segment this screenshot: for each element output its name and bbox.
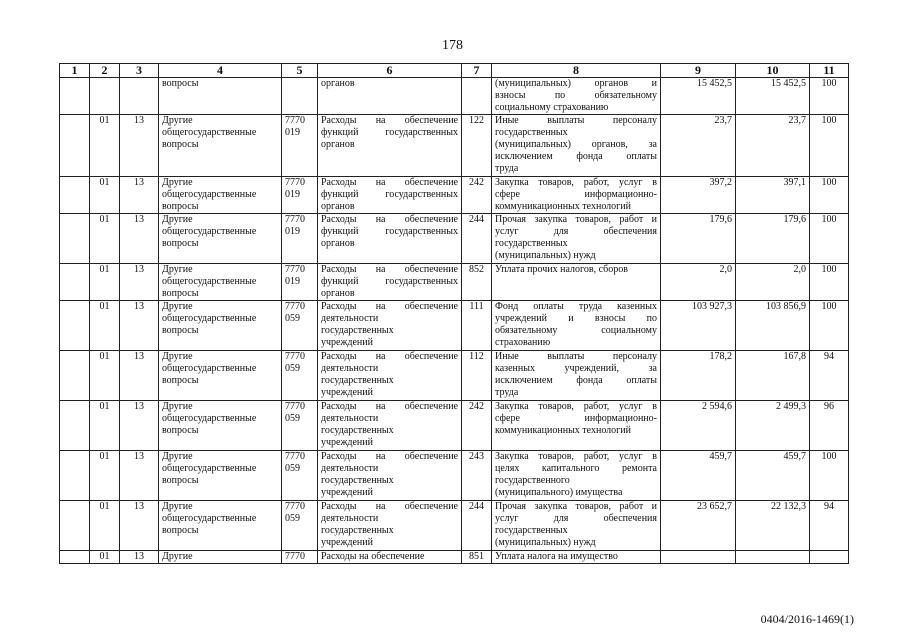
cell-c9: 103 927,3 — [661, 301, 736, 351]
cell-line: учреждений — [321, 487, 373, 498]
header-cell-9: 9 — [661, 64, 736, 78]
cell-c2: 01 — [90, 351, 120, 401]
cell-line: вопросы — [162, 425, 199, 436]
cell-c5 — [282, 214, 318, 264]
cell-line: функций государственных — [321, 127, 458, 138]
cell-line: Расходы на обеспечение — [321, 351, 458, 362]
cell-line: государственного — [495, 475, 570, 486]
cell-line: Прочая закупка товаров, работ и — [495, 214, 657, 225]
cell-c6 — [318, 551, 462, 564]
cell-line: Расходы на обеспечение — [321, 301, 458, 312]
table-row — [60, 451, 849, 501]
cell-line: Закупка товаров, работ, услуг в — [495, 401, 657, 412]
cell-line: деятельности — [321, 463, 379, 474]
cell-c7: 111 — [462, 301, 492, 351]
cell-line: Уплата прочих налогов, сборов — [495, 264, 628, 275]
table-row — [60, 264, 849, 301]
table-row — [60, 551, 849, 564]
cell-line: (муниципального) имущества — [495, 487, 623, 498]
cell-c2: 01 — [90, 501, 120, 551]
table-row — [60, 351, 849, 401]
cell-c4 — [159, 264, 282, 301]
table-row — [60, 214, 849, 264]
cell-c11: 100 — [810, 301, 849, 351]
cell-c11: 100 — [810, 214, 849, 264]
cell-c11: 100 — [810, 451, 849, 501]
cell-line: Другие — [162, 401, 193, 412]
cell-c11: 100 — [810, 177, 849, 214]
cell-c10: 2 499,3 — [736, 401, 810, 451]
cell-c1 — [60, 115, 90, 177]
cell-c9: 15 452,5 — [661, 78, 736, 115]
cell-c3: 13 — [120, 401, 159, 451]
cell-c5 — [282, 551, 318, 564]
cell-c4 — [159, 115, 282, 177]
cell-line: общегосударственные — [162, 313, 257, 324]
cell-line: Расходы на обеспечение — [321, 214, 458, 225]
cell-line: 059 — [285, 413, 300, 424]
cell-c9: 2 594,6 — [661, 401, 736, 451]
cell-line: Расходы на обеспечение — [321, 177, 458, 188]
cell-c4 — [159, 177, 282, 214]
cell-c1 — [60, 214, 90, 264]
cell-line: общегосударственные — [162, 189, 257, 200]
cell-line: вопросы — [162, 78, 199, 89]
cell-c1 — [60, 451, 90, 501]
cell-c8 — [492, 78, 661, 115]
cell-line: общегосударственные — [162, 127, 257, 138]
cell-line: 019 — [285, 276, 300, 287]
cell-c1 — [60, 501, 90, 551]
cell-c9: 397,2 — [661, 177, 736, 214]
cell-line: учреждений — [321, 387, 373, 398]
cell-c1 — [60, 301, 90, 351]
table-row — [60, 78, 849, 115]
cell-c1 — [60, 351, 90, 401]
cell-c8 — [492, 551, 661, 564]
cell-line: государственных — [495, 238, 568, 249]
cell-c9: 459,7 — [661, 451, 736, 501]
cell-c2: 01 — [90, 214, 120, 264]
table-row — [60, 115, 849, 177]
cell-c5 — [282, 115, 318, 177]
cell-line: Другие — [162, 115, 193, 126]
cell-c8 — [492, 451, 661, 501]
cell-line: 7770 — [285, 214, 305, 225]
cell-c10: 103 856,9 — [736, 301, 810, 351]
cell-c1 — [60, 78, 90, 115]
cell-c4 — [159, 78, 282, 115]
cell-c3: 13 — [120, 264, 159, 301]
cell-line: 7770 — [285, 264, 305, 275]
cell-line: органов — [321, 201, 355, 212]
cell-line: органов — [321, 78, 355, 89]
cell-c7: 243 — [462, 451, 492, 501]
cell-c4 — [159, 501, 282, 551]
cell-line: общегосударственные — [162, 463, 257, 474]
cell-c5 — [282, 177, 318, 214]
cell-line: Другие — [162, 301, 193, 312]
cell-c11: 94 — [810, 351, 849, 401]
cell-line: государственных — [321, 325, 394, 336]
cell-line: Расходы на обеспечение — [321, 451, 458, 462]
cell-line: вопросы — [162, 375, 199, 386]
cell-line: государственных — [495, 127, 568, 138]
header-cell-3: 3 — [120, 64, 159, 78]
cell-c11: 100 — [810, 78, 849, 115]
cell-c2: 01 — [90, 401, 120, 451]
cell-c3: 13 — [120, 451, 159, 501]
cell-line: вопросы — [162, 475, 199, 486]
cell-c7: 242 — [462, 177, 492, 214]
cell-line: сфере информационно- — [495, 413, 657, 424]
cell-c9: 179,6 — [661, 214, 736, 264]
cell-line: Расходы на обеспечение — [321, 551, 425, 562]
cell-c4 — [159, 214, 282, 264]
cell-line: Расходы на обеспечение — [321, 501, 458, 512]
cell-line: Другие — [162, 214, 193, 225]
table-row — [60, 301, 849, 351]
cell-line: 019 — [285, 127, 300, 138]
cell-line: (муниципальных) органов и — [495, 78, 657, 89]
cell-c3: 13 — [120, 214, 159, 264]
cell-line: общегосударственные — [162, 363, 257, 374]
cell-line: деятельности — [321, 513, 379, 524]
cell-line: общегосударственные — [162, 226, 257, 237]
cell-line: труда — [495, 387, 519, 398]
cell-c9: 2,0 — [661, 264, 736, 301]
cell-c6 — [318, 501, 462, 551]
cell-c2: 01 — [90, 177, 120, 214]
cell-c3: 13 — [120, 177, 159, 214]
cell-line: 059 — [285, 463, 300, 474]
cell-line: (муниципальных) нужд — [495, 537, 596, 548]
cell-line: Закупка товаров, работ, услуг в — [495, 451, 657, 462]
cell-c6 — [318, 451, 462, 501]
cell-line: учреждений — [321, 337, 373, 348]
cell-c6 — [318, 78, 462, 115]
cell-c5 — [282, 301, 318, 351]
cell-line: целях капитального ремонта — [495, 463, 657, 474]
cell-c1 — [60, 551, 90, 564]
cell-c4 — [159, 301, 282, 351]
cell-line: 7770 — [285, 551, 305, 562]
cell-c5 — [282, 401, 318, 451]
header-cell-8: 8 — [492, 64, 661, 78]
cell-line: Прочая закупка товаров, работ и — [495, 501, 657, 512]
cell-c6 — [318, 115, 462, 177]
cell-c3: 13 — [120, 551, 159, 564]
cell-line: Другие — [162, 501, 193, 512]
header-cell-5: 5 — [282, 64, 318, 78]
cell-c10: 397,1 — [736, 177, 810, 214]
cell-line: учреждений — [321, 537, 373, 548]
cell-c11: 94 — [810, 501, 849, 551]
cell-line: Иные выплаты персоналу — [495, 351, 657, 362]
cell-line: (муниципальных) органов, за — [495, 139, 657, 150]
cell-line: 7770 — [285, 115, 305, 126]
cell-c8 — [492, 301, 661, 351]
cell-line: 059 — [285, 513, 300, 524]
cell-line: государственных — [321, 475, 394, 486]
cell-line: 059 — [285, 313, 300, 324]
cell-line: государственных — [495, 525, 568, 536]
cell-line: государственных — [321, 525, 394, 536]
cell-line: исключением фонда оплаты — [495, 375, 657, 386]
cell-line: вопросы — [162, 139, 199, 150]
cell-c1 — [60, 401, 90, 451]
cell-c6 — [318, 177, 462, 214]
cell-c10: 179,6 — [736, 214, 810, 264]
cell-line: органов — [321, 288, 355, 299]
table-row — [60, 177, 849, 214]
table-header — [60, 64, 849, 78]
cell-line: деятельности — [321, 413, 379, 424]
table-row — [60, 501, 849, 551]
cell-line: страхованию — [495, 337, 551, 348]
cell-c1 — [60, 177, 90, 214]
cell-line: деятельности — [321, 363, 379, 374]
cell-c7 — [462, 78, 492, 115]
cell-c4 — [159, 451, 282, 501]
cell-c10: 22 132,3 — [736, 501, 810, 551]
cell-line: учреждений — [321, 437, 373, 448]
cell-c5 — [282, 501, 318, 551]
cell-c6 — [318, 401, 462, 451]
cell-c6 — [318, 351, 462, 401]
cell-line: Расходы на обеспечение — [321, 264, 458, 275]
header-cell-10: 10 — [736, 64, 810, 78]
cell-c6 — [318, 301, 462, 351]
cell-c2: 01 — [90, 551, 120, 564]
cell-c3: 13 — [120, 501, 159, 551]
cell-line: государственных — [321, 425, 394, 436]
header-cell-11: 11 — [810, 64, 849, 78]
cell-line: вопросы — [162, 201, 199, 212]
cell-c11: 100 — [810, 115, 849, 177]
header-cell-1: 1 — [60, 64, 90, 78]
header-row — [60, 64, 849, 78]
header-cell-7: 7 — [462, 64, 492, 78]
cell-line: услуг для обеспечения — [495, 513, 657, 524]
cell-c9: 23,7 — [661, 115, 736, 177]
table-row — [60, 401, 849, 451]
cell-line: 7770 — [285, 501, 305, 512]
cell-line: 059 — [285, 363, 300, 374]
cell-c4 — [159, 401, 282, 451]
cell-c9: 178,2 — [661, 351, 736, 401]
cell-line: вопросы — [162, 288, 199, 299]
cell-c8 — [492, 214, 661, 264]
cell-line: обязательному социальному — [495, 325, 657, 336]
cell-c7: 112 — [462, 351, 492, 401]
cell-c10: 167,8 — [736, 351, 810, 401]
cell-line: органов — [321, 139, 355, 150]
cell-c8 — [492, 264, 661, 301]
cell-line: функций государственных — [321, 226, 458, 237]
cell-c2: 01 — [90, 451, 120, 501]
cell-line: общегосударственные — [162, 513, 257, 524]
cell-line: Другие — [162, 177, 193, 188]
cell-line: 019 — [285, 189, 300, 200]
cell-c10 — [736, 551, 810, 564]
cell-c4 — [159, 551, 282, 564]
cell-c4 — [159, 351, 282, 401]
cell-line: 7770 — [285, 351, 305, 362]
cell-c3: 13 — [120, 115, 159, 177]
cell-c10: 15 452,5 — [736, 78, 810, 115]
cell-line: Расходы на обеспечение — [321, 401, 458, 412]
cell-c6 — [318, 214, 462, 264]
cell-line: взносы по обязательному — [495, 90, 657, 101]
cell-line: учреждений и взносы по — [495, 313, 657, 324]
cell-c5 — [282, 351, 318, 401]
header-cell-4: 4 — [159, 64, 282, 78]
cell-line: услуг для обеспечения — [495, 226, 657, 237]
cell-line: функций государственных — [321, 276, 458, 287]
cell-line: Другие — [162, 351, 193, 362]
cell-line: коммуникационных технологий — [495, 201, 631, 212]
cell-line: Фонд оплаты труда казенных — [495, 301, 657, 312]
document-code: 0404/2016-1469(1) — [760, 612, 854, 626]
cell-line: Расходы на обеспечение — [321, 115, 458, 126]
cell-line: исключением фонда оплаты — [495, 151, 657, 162]
cell-c5 — [282, 451, 318, 501]
cell-c7: 242 — [462, 401, 492, 451]
cell-line: общегосударственные — [162, 276, 257, 287]
cell-line: государственных — [321, 375, 394, 386]
cell-line: 7770 — [285, 177, 305, 188]
cell-c8 — [492, 177, 661, 214]
cell-line: Закупка товаров, работ, услуг в — [495, 177, 657, 188]
cell-c7: 852 — [462, 264, 492, 301]
cell-line: функций государственных — [321, 189, 458, 200]
cell-c7: 244 — [462, 501, 492, 551]
cell-c3 — [120, 78, 159, 115]
cell-c8 — [492, 115, 661, 177]
cell-line: 7770 — [285, 401, 305, 412]
cell-line: общегосударственные — [162, 413, 257, 424]
cell-c3: 13 — [120, 301, 159, 351]
cell-line: 019 — [285, 226, 300, 237]
cell-line: 7770 — [285, 301, 305, 312]
cell-c3: 13 — [120, 351, 159, 401]
cell-c7: 122 — [462, 115, 492, 177]
header-cell-6: 6 — [318, 64, 462, 78]
cell-c2 — [90, 78, 120, 115]
cell-line: вопросы — [162, 238, 199, 249]
cell-c9: 23 652,7 — [661, 501, 736, 551]
cell-c10: 2,0 — [736, 264, 810, 301]
cell-c5 — [282, 264, 318, 301]
cell-line: Другие — [162, 264, 193, 275]
cell-c10: 459,7 — [736, 451, 810, 501]
cell-c2: 01 — [90, 115, 120, 177]
header-cell-2: 2 — [90, 64, 120, 78]
cell-c1 — [60, 264, 90, 301]
cell-line: вопросы — [162, 325, 199, 336]
cell-line: Другие — [162, 551, 193, 562]
cell-c8 — [492, 401, 661, 451]
cell-line: органов — [321, 238, 355, 249]
cell-c8 — [492, 351, 661, 401]
cell-c8 — [492, 501, 661, 551]
cell-c10: 23,7 — [736, 115, 810, 177]
cell-c6 — [318, 264, 462, 301]
cell-line: социальному страхованию — [495, 102, 609, 113]
cell-line: Иные выплаты персоналу — [495, 115, 657, 126]
table-body — [60, 78, 849, 564]
cell-c2: 01 — [90, 264, 120, 301]
cell-c9 — [661, 551, 736, 564]
cell-line: (муниципальных) нужд — [495, 250, 596, 261]
cell-c2: 01 — [90, 301, 120, 351]
cell-line: 7770 — [285, 451, 305, 462]
cell-c11: 100 — [810, 264, 849, 301]
cell-c5 — [282, 78, 318, 115]
cell-line: Другие — [162, 451, 193, 462]
cell-line: деятельности — [321, 313, 379, 324]
cell-c11 — [810, 551, 849, 564]
cell-line: вопросы — [162, 525, 199, 536]
cell-c7: 851 — [462, 551, 492, 564]
cell-c11: 96 — [810, 401, 849, 451]
cell-c7: 244 — [462, 214, 492, 264]
cell-line: труда — [495, 163, 519, 174]
cell-line: казенных учреждений, за — [495, 363, 657, 374]
cell-line: Уплата налога на имущество — [495, 551, 618, 562]
cell-line: сфере информационно- — [495, 189, 657, 200]
page-number: 178 — [442, 38, 463, 53]
budget-table — [59, 63, 849, 564]
cell-line: коммуникационных технологий — [495, 425, 631, 436]
